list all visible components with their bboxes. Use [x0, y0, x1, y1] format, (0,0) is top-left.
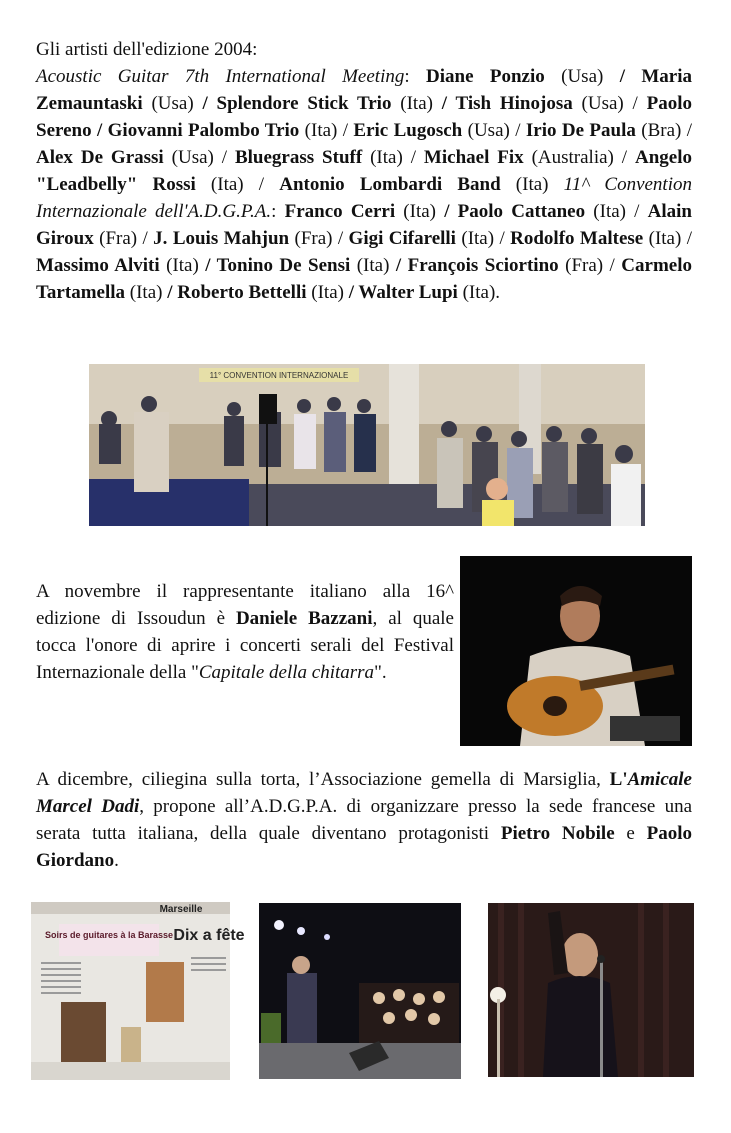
- intro.segments-segment: Eric Lugosch: [353, 120, 463, 141]
- para3-segment: Amicale Marcel Dadi: [36, 769, 692, 817]
- performer-singing-photo: [488, 903, 694, 1077]
- intro.segments-segment: (Fra) /: [93, 228, 154, 249]
- intro.segments-segment: Gigi Cifarelli: [348, 228, 456, 249]
- intro.segments-segment: (Fra) /: [289, 228, 349, 249]
- para3-segment: Paolo Giordano: [36, 823, 692, 871]
- newspaper-headline: Soirs de guitares à la Barasse: [44, 930, 174, 940]
- intro.segments-segment: Paolo Sereno / Giovanni Palombo Trio: [36, 93, 693, 141]
- para2-segment: Capitale della chitarra: [198, 662, 375, 683]
- intro.segments-segment: (Usa) /: [572, 93, 647, 114]
- intro.segments-segment: (Australia) /: [523, 147, 635, 168]
- convention-banner-text: 11° CONVENTION INTERNAZIONALE: [209, 371, 349, 380]
- intro.segments-segment: / François Sciortino: [395, 255, 559, 276]
- intro.segments-segment: (Ita) /: [299, 120, 354, 141]
- intro.segments-segment: / Splendore Stick Trio: [202, 93, 392, 114]
- intro.segments-segment: :: [271, 201, 285, 222]
- para3-segment: .: [114, 850, 119, 871]
- intro.segments-segment: (Ita) /: [195, 174, 280, 195]
- intro.segments-segment: Carmelo Tartamella: [36, 255, 692, 303]
- para3-segment: L': [609, 769, 628, 790]
- intro.segments-segment: / Tonino De Sensi: [205, 255, 351, 276]
- newspaper-masthead: Marseille: [159, 904, 203, 915]
- para2-segment: ".: [374, 662, 387, 683]
- para2-segment: A novembre il rappresentante italiano alla 16^ edizione di Issoudun è: [36, 581, 454, 629]
- intro.segments-segment: (Ita).: [457, 282, 501, 303]
- intro.segments-segment: (Usa): [142, 93, 203, 114]
- artists-list: [36, 66, 692, 303]
- intro.segments-segment: / Maria Zemauntaski: [36, 66, 692, 114]
- para3-segment: Pietro Nobile: [500, 823, 615, 844]
- intro.segments-segment: (Ita) /: [362, 147, 424, 168]
- intro.segments-segment: / Tish Hinojosa: [441, 93, 573, 114]
- intro.segments-segment: Michael Fix: [423, 147, 524, 168]
- intro.segments-segment: / Paolo Cattaneo: [444, 201, 586, 222]
- intro.segments-segment: Diane Ponzio: [426, 66, 545, 87]
- para2-segment: Daniele Bazzani: [235, 608, 373, 629]
- artists-2004-paragraph: [36, 36, 692, 306]
- intro.segments-segment: (Ita) /: [643, 228, 692, 249]
- intro.segments-segment: (Ita) /: [455, 228, 511, 249]
- intro.segments-segment: (Usa): [544, 66, 620, 87]
- intro.segments-segment: Irio De Paula: [525, 120, 636, 141]
- intro.segments-segment: (Ita): [350, 255, 396, 276]
- intro.segments-segment: Angelo "Leadbelly" Rossi: [36, 147, 692, 195]
- intro.segments-segment: J. Louis Mahjun: [153, 228, 290, 249]
- issoudun-paragraph: [36, 578, 454, 686]
- intro.segments-segment: (Bra) /: [635, 120, 693, 141]
- intro.segments-segment: Rodolfo Maltese: [510, 228, 644, 249]
- intro.segments-segment: 11^ Convention Internazionale dell'A.D.G.P.A.: [36, 174, 692, 222]
- intro.segments-segment: (Ita): [159, 255, 206, 276]
- para3-segment: , propone all’A.D.G.P.A. di organizzare presso la sede francese una serata tutta italiana, della quale diventano protagonisti: [36, 796, 693, 844]
- para3-segment: e: [614, 823, 647, 844]
- intro.segments-segment: (Ita): [306, 282, 349, 303]
- intro.segments-segment: (Usa) /: [163, 147, 235, 168]
- intro.segments-segment: (Ita) /: [585, 201, 648, 222]
- convention-audience-photo: [89, 364, 645, 526]
- intro.segments-segment: Franco Cerri: [284, 201, 396, 222]
- intro.segments-segment: (Fra) /: [558, 255, 622, 276]
- intro.segments-segment: Alain Giroux: [36, 201, 692, 249]
- intro-heading: Gli artisti dell'edizione 2004:: [36, 39, 258, 60]
- daniele-bazzani-photo: [460, 556, 692, 746]
- intro.segments-segment: Alex De Grassi: [36, 147, 164, 168]
- intro.segments-segment: / Walter Lupi: [348, 282, 458, 303]
- intro.segments-segment: :: [404, 66, 427, 87]
- intro.segments-segment: (Ita): [500, 174, 564, 195]
- para2-segment: , al quale tocca l'onore di aprire i concerti serali del Festival Internazionale della ": [36, 608, 454, 683]
- intro.segments-segment: (Ita): [391, 93, 442, 114]
- newspaper-clipping-photo: [31, 902, 245, 1080]
- intro.segments-segment: (Usa) /: [462, 120, 526, 141]
- intro.segments-segment: / Roberto Bettelli: [167, 282, 307, 303]
- marsiglia-paragraph: [36, 766, 692, 874]
- intro.segments-segment: Massimo Alviti: [36, 255, 160, 276]
- concert-stage-photo: [259, 903, 461, 1079]
- intro.segments-segment: Acoustic Guitar 7th International Meeting: [36, 66, 405, 87]
- intro.segments-segment: (Ita): [395, 201, 445, 222]
- intro.segments-segment: Bluegrass Stuff: [234, 147, 363, 168]
- intro.segments-segment: Antonio Lombardi Band: [279, 174, 501, 195]
- intro.segments-segment: (Ita): [125, 282, 168, 303]
- para3-segment: A dicembre, ciliegina sulla torta, l’Associazione gemella di Marsiglia,: [36, 769, 610, 790]
- newspaper-side-headline: Dix a fête: [173, 927, 245, 944]
